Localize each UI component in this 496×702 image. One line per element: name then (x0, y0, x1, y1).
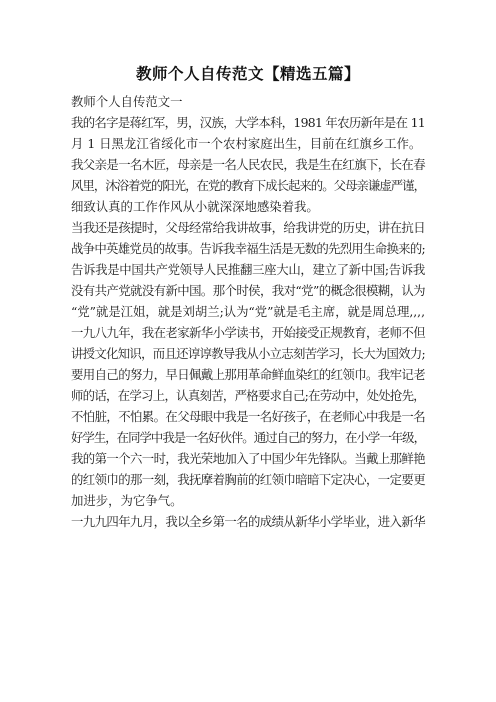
body-line: 没有共产党就没有新中国。那个时侯，我对“党”的概念很模糊，认为 (71, 283, 425, 298)
body-line: 不怕脏，不怕累。在父母眼中我是一名好孩子，在老师心中我是一名 (71, 409, 425, 424)
body-line: 教师个人自传范文一 (71, 94, 183, 109)
body-line: 风里，沐浴着党的阳光，在党的教育下成长起来的。父母亲谦虚严谨， (71, 178, 425, 193)
body-line: 告诉我是中国共产党领导人民推翻三座大山，建立了新中国;告诉我 (71, 262, 425, 277)
body-line: 月 1 日黑龙江省绥化市一个农村家庭出生，目前在红旗乡工作。 (71, 136, 422, 151)
body-line: 战争中英雄党员的故事。告诉我幸福生活是无数的先烈用生命换来的; (71, 241, 425, 256)
document-body (71, 91, 425, 532)
body-line: 师的话，在学习上，认真刻苦，严格要求自己;在劳动中，处处抢先， (71, 388, 425, 403)
body-line: “党”就是江姐，就是刘胡兰;认为“党”就是毛主席，就是周总理,,,, (71, 304, 425, 319)
body-line: 我的第一个六一时，我光荣地加入了中国少年先锋队。当戴上那鲜艳 (71, 451, 425, 466)
document-title: 教师个人自传范文【精选五篇】 (135, 65, 360, 83)
body-line: 讲授文化知识，而且还谆谆教导我从小立志刻苦学习，长大为国效力; (71, 346, 425, 361)
body-line: 我的名字是蒋红军，男，汉族，大学本科，1981 年农历新年是在 11 (71, 115, 425, 130)
body-line: 一九九四年九月，我以全乡第一名的成绩从新华小学毕业，进入新华 (71, 514, 425, 529)
body-line: 要用自己的努力，早日佩戴上那用革命鲜血染红的红领巾。我牢记老 (71, 367, 425, 382)
body-line: 一九八九年，我在老家新华小学读书，开始接受正规教育，老师不但 (71, 325, 425, 340)
body-line: 好学生，在同学中我是一名好伙伴。通过自己的努力，在小学一年级， (71, 430, 425, 445)
body-line: 的红领巾的那一刻，我抚摩着胸前的红领巾暗暗下定决心，一定要更 (71, 472, 425, 487)
body-line: 细致认真的工作作风从小就深深地感染着我。 (71, 199, 319, 214)
body-line: 我父亲是一名木匠，母亲是一名人民农民，我是生在红旗下，长在春 (71, 157, 425, 172)
body-line: 加进步，为它争气。 (71, 493, 183, 508)
body-line: 当我还是孩提时，父母经常给我讲故事，给我讲党的历史，讲在抗日 (71, 220, 425, 235)
